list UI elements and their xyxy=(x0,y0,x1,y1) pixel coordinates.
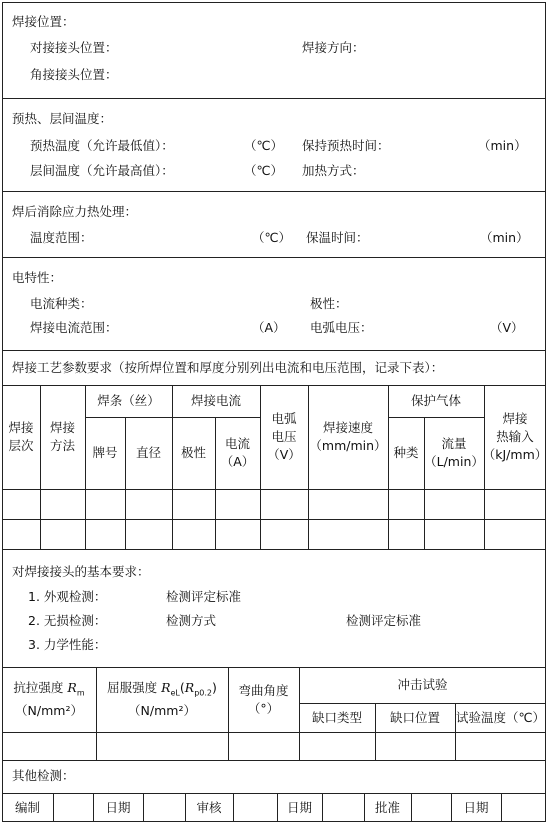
visual-label: 1. 外观检测： xyxy=(28,589,107,604)
polarity-label: 极性： xyxy=(310,296,348,311)
unit-ampere: （A） xyxy=(252,320,286,335)
divider xyxy=(2,257,546,258)
divider xyxy=(2,350,546,351)
heat-method-label: 加热方式： xyxy=(302,163,365,178)
reviewed-by-label: 审核 xyxy=(196,799,222,815)
ndt-label: 2. 无损检测： xyxy=(28,613,107,628)
hold-time-label: 保温时间： xyxy=(306,230,369,245)
unit-volt: （V） xyxy=(490,320,524,335)
ndt-method-label: 检测方式 xyxy=(166,613,217,628)
notch-position-header: 缺口位置 xyxy=(389,709,440,725)
approved-by-label: 批准 xyxy=(374,799,400,815)
col-heat-input: 焊接 热输入 （kJ/mm） xyxy=(482,411,548,462)
butt-joint-label: 对接接头位置： xyxy=(30,40,118,55)
electric-title: 电特性： xyxy=(12,270,63,285)
col-gas-type: 种类 xyxy=(393,445,419,460)
col-arc-voltage: 电弧 电压 （V） xyxy=(267,411,301,462)
requirements-title: 对焊接接头的基本要求： xyxy=(12,564,150,579)
yield-header: 屈服强度 $R_{eL}(R_{p0.2})$ （N/mm²） xyxy=(107,679,217,719)
ndt-std-label: 检测评定标准 xyxy=(346,613,422,628)
unit-celsius: （℃） xyxy=(244,138,284,153)
date-label: 日期 xyxy=(105,799,131,815)
unit-min: （min） xyxy=(478,138,527,153)
interpass-temp-label: 层间温度（允许最高值）： xyxy=(30,163,174,178)
other-tests-title: 其他检测： xyxy=(12,768,75,783)
unit-celsius: （℃） xyxy=(244,163,284,178)
divider xyxy=(2,98,546,99)
unit-min: （min） xyxy=(480,230,529,245)
date-label: 日期 xyxy=(286,799,312,815)
pwht-title: 焊后消除应力热处理： xyxy=(12,204,138,219)
col-electrode: 焊条（丝） xyxy=(97,393,160,408)
preheat-temp-label: 预热温度（允许最低值）： xyxy=(30,138,174,153)
position-title: 焊接位置： xyxy=(12,14,75,29)
mechanical-label: 3. 力学性能： xyxy=(28,637,107,652)
direction-label: 焊接方向： xyxy=(302,40,365,55)
visual-std-label: 检测评定标准 xyxy=(166,589,242,604)
date-label: 日期 xyxy=(463,799,489,815)
arc-voltage-label: 电弧电压： xyxy=(310,320,373,335)
params-title: 焊接工艺参数要求（按所焊位置和厚度分别列出电流和电压范围，记录下表）： xyxy=(12,360,444,375)
temp-range-label: 温度范围： xyxy=(30,230,93,245)
col-current-value: 电流 （A） xyxy=(220,436,255,469)
col-gas-flow: 流量 （L/min） xyxy=(424,436,484,469)
col-diameter: 直径 xyxy=(135,445,161,460)
preheat-title: 预热、层间温度： xyxy=(12,111,113,126)
test-temp-header: 试验温度（℃） xyxy=(455,709,546,725)
unit-celsius: （℃） xyxy=(252,230,292,245)
col-method: 焊接 方法 xyxy=(49,420,75,453)
bend-header: 弯曲角度 （°） xyxy=(238,682,289,716)
fillet-joint-label: 角接接头位置： xyxy=(30,67,118,82)
col-layer: 焊接 层次 xyxy=(8,420,34,453)
col-speed: 焊接速度 （mm/min） xyxy=(309,420,387,453)
hold-time-label: 保持预热时间： xyxy=(302,138,390,153)
impact-header: 冲击试验 xyxy=(397,677,448,692)
divider xyxy=(2,191,546,192)
prepared-by-label: 编制 xyxy=(14,799,40,815)
col-brand: 牌号 xyxy=(92,445,118,460)
col-current: 焊接电流 xyxy=(190,393,241,408)
col-gas: 保护气体 xyxy=(410,393,461,408)
current-type-label: 电流种类： xyxy=(30,296,93,311)
notch-type-header: 缺口类型 xyxy=(311,709,362,725)
tensile-header: 抗拉强度 $R_m$ （N/mm²） xyxy=(13,679,85,719)
col-polarity: 极性 xyxy=(180,445,206,460)
current-range-label: 焊接电流范围： xyxy=(30,320,118,335)
